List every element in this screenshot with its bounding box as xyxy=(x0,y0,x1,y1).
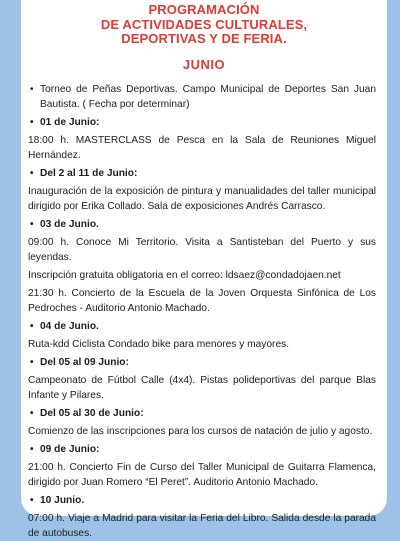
date-heading: • 01 de Junio: xyxy=(28,115,376,130)
event-description: Inscripción gratuita obligatoria en el correo: ldsaez@condadojaen.net xyxy=(28,269,341,281)
title-line-3: DEPORTIVAS Y DE FERIA. xyxy=(121,31,287,46)
event-list xyxy=(21,82,387,541)
title-line-2: DE ACTIVIDADES CULTURALES, xyxy=(100,16,308,32)
event-description: Ruta-kdd Ciclista Condado bike para menores y mayores. xyxy=(28,338,290,350)
date-heading: • 04 de Junio. xyxy=(28,319,376,334)
event-description: 21:30 h. Concierto de la Escuela de la Joven Orquesta Sinfónica de Los Pedroches - Auditorio Antonio Machado. xyxy=(28,287,376,314)
date-heading: • Del 2 al 11 de Junio: xyxy=(28,166,376,181)
event-description: 07:00 h. Viaje a Madrid para visitar la Feria del Libro. Salida desde la parada de autobuses. xyxy=(28,512,376,539)
date-heading: • Del 05 al 30 de Junio: xyxy=(28,406,376,421)
date-heading: • Del 05 al 09 Junio: xyxy=(28,355,376,370)
event-description: 21:00 h. Concierto Fin de Curso del Taller Municipal de Guitarra Flamenca, dirigido por Juan Romero “El Peret”. Auditorio Antonio Machado. xyxy=(28,461,376,488)
date-heading: • 09 de Junio: xyxy=(28,442,376,457)
event-description: Comienzo de las inscripciones para los cursos de natación de julio y agosto. xyxy=(28,425,373,437)
event-description: 09:00 h. Conoce Mi Territorio. Visita a Santisteban del Puerto y sus leyendas. xyxy=(28,236,376,263)
section-heading: JUNIO xyxy=(182,56,226,72)
program-card xyxy=(21,0,387,539)
date-heading: • 10 Junio. xyxy=(28,493,376,508)
event-description: Inauguración de la exposición de pintura y manualidades del taller municipal dirigido por Erika Collado. Sala de exposiciones Andrés Carrasco. xyxy=(28,185,376,212)
event-description: 18:00 h. MASTERCLASS de Pesca en la Sala de Reuniones Miguel Hernández. xyxy=(28,134,376,161)
event-description: Campeonato de Fútbol Calle (4x4). Pistas polideportivas del parque Blas Infante y Pilares. xyxy=(28,374,376,401)
date-heading: • 03 de Junio. xyxy=(28,217,376,232)
page-title xyxy=(21,3,387,47)
title-line-1: PROGRAMACIÓN xyxy=(148,2,260,17)
list-item: • Torneo de Peñas Deportivas. Campo Municipal de Deportes San Juan Bautista. ( Fecha por determinar) xyxy=(28,82,376,112)
